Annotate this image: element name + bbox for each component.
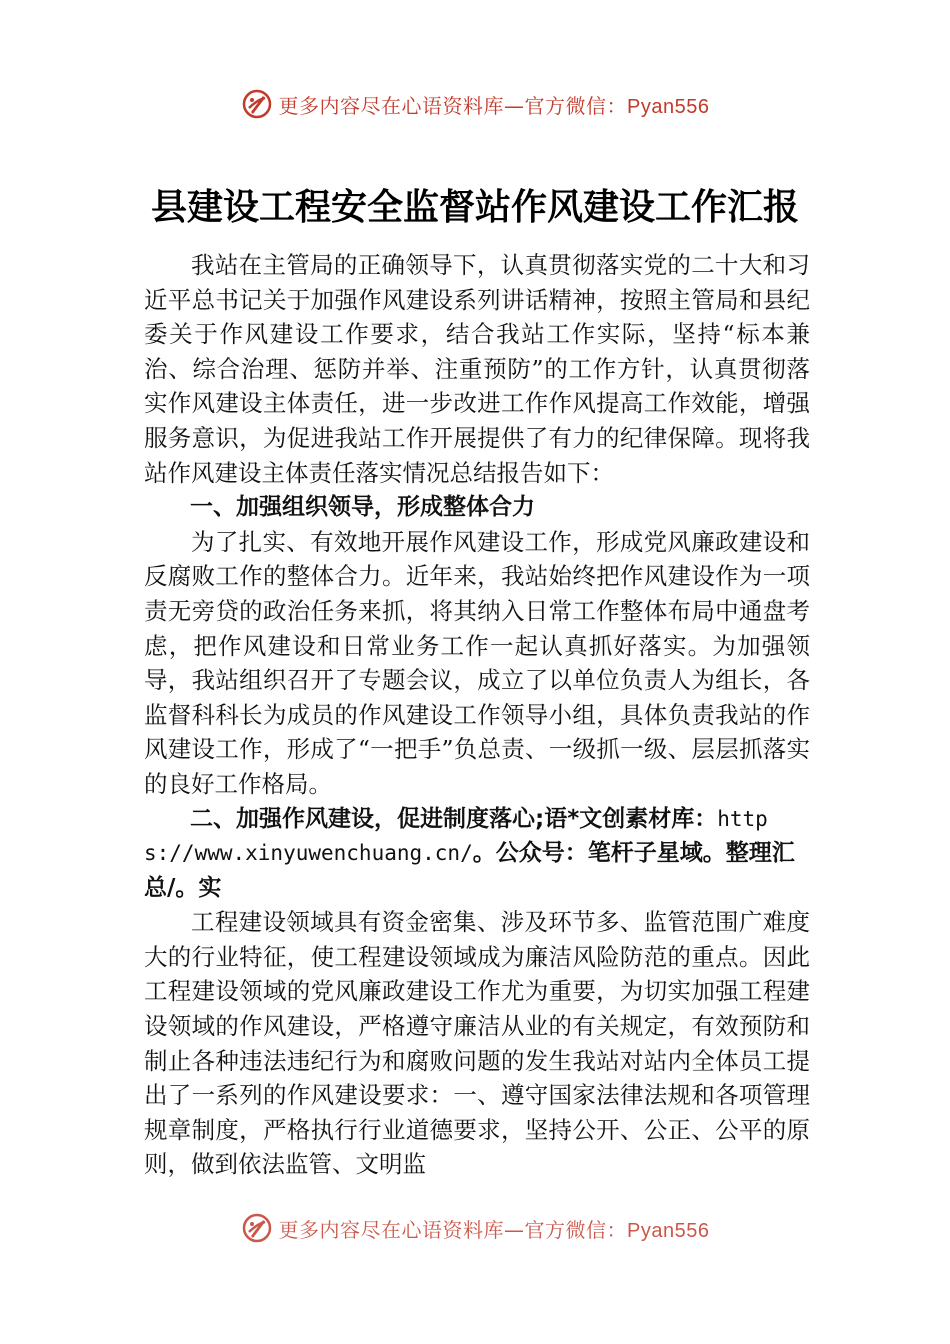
document-body [144, 248, 810, 1182]
book-pen-logo-icon [241, 88, 273, 120]
watermark-text-en: Pyan556 [627, 1219, 710, 1242]
section-1-heading: 一、加强组织领导，形成整体合力 [190, 494, 535, 521]
section-2-heading-text-tail: 。公众号：笔杆子星域。整理汇总/。实 [144, 840, 795, 901]
watermark-text-cn: 更多内容尽在心语资料库—官方微信： [278, 1217, 628, 1242]
page-footer-watermark [0, 1208, 950, 1248]
page-header-watermark [0, 84, 950, 124]
document-title: 县建设工程安全监督站作风建设工作汇报 [150, 186, 799, 228]
section-2-paragraph: 工程建设领域具有资金密集、涉及环节多、监管范围广难度大的行业特征，使工程建设领域成为廉洁风险防范的重点。因此工程建设领域的党风廉政建设工作尤为重要，为切实加强工程建设领域的作风建设，严格遵守廉洁从业的有关规定，有效预防和制止各种违法违纪行为和腐败问题的发生我站对站内全体员工提出了一系列的作风建设要求：一、遵守国家法律法规和各项管理规章制度，严格执行行业道德要求，坚持公开、公正、公平的原则，做到依法监管、文明监 [144, 908, 810, 1179]
section-1-paragraph: 为了扎实、有效地开展作风建设工作，形成党风廉政建设和反腐败工作的整体合力。近年来，我站始终把作风建设作为一项责无旁贷的政治任务来抓，将其纳入日常工作整体布局中通盘考虑，把作风建设和日常业务工作一起认真抓好落实。为加强领导，我站组织召开了专题会议，成立了以单位负责人为组长，各监督科科长为成员的作风建设工作领导小组，具体负责我站的作风建设工作，形成了“一把手”负总责、一级抓一级、层层抓落实的良好工作格局。 [144, 527, 810, 798]
watermark-text-cn: 更多内容尽在心语资料库—官方微信： [278, 93, 628, 118]
book-pen-logo-icon [241, 1212, 273, 1244]
section-2-heading-url: https://www.xinyuwenchuang.cn/ [144, 806, 768, 866]
watermark-text [279, 1214, 710, 1243]
section-2-heading [144, 802, 810, 906]
watermark-text [279, 90, 710, 119]
intro-paragraph: 我站在主管局的正确领导下，认真贯彻落实党的二十大和习近平总书记关于加强作风建设系列讲话精神，按照主管局和县纪委关于作风建设工作要求，结合我站工作实际，坚持“标本兼治、综合治理、惩防并举、注重预防”的工作方针，认真贯彻落实作风建设主体责任，进一步改进工作作风提高工作效能，增强服务意识，为促进我站工作开展提供了有力的纪律保障。现将我站作风建设主体责任落实情况总结报告如下： [144, 251, 810, 487]
section-2-heading-text: 二、加强作风建设，促进制度落心;语*文创素材库： [190, 805, 718, 832]
watermark-text-en: Pyan556 [627, 95, 710, 118]
